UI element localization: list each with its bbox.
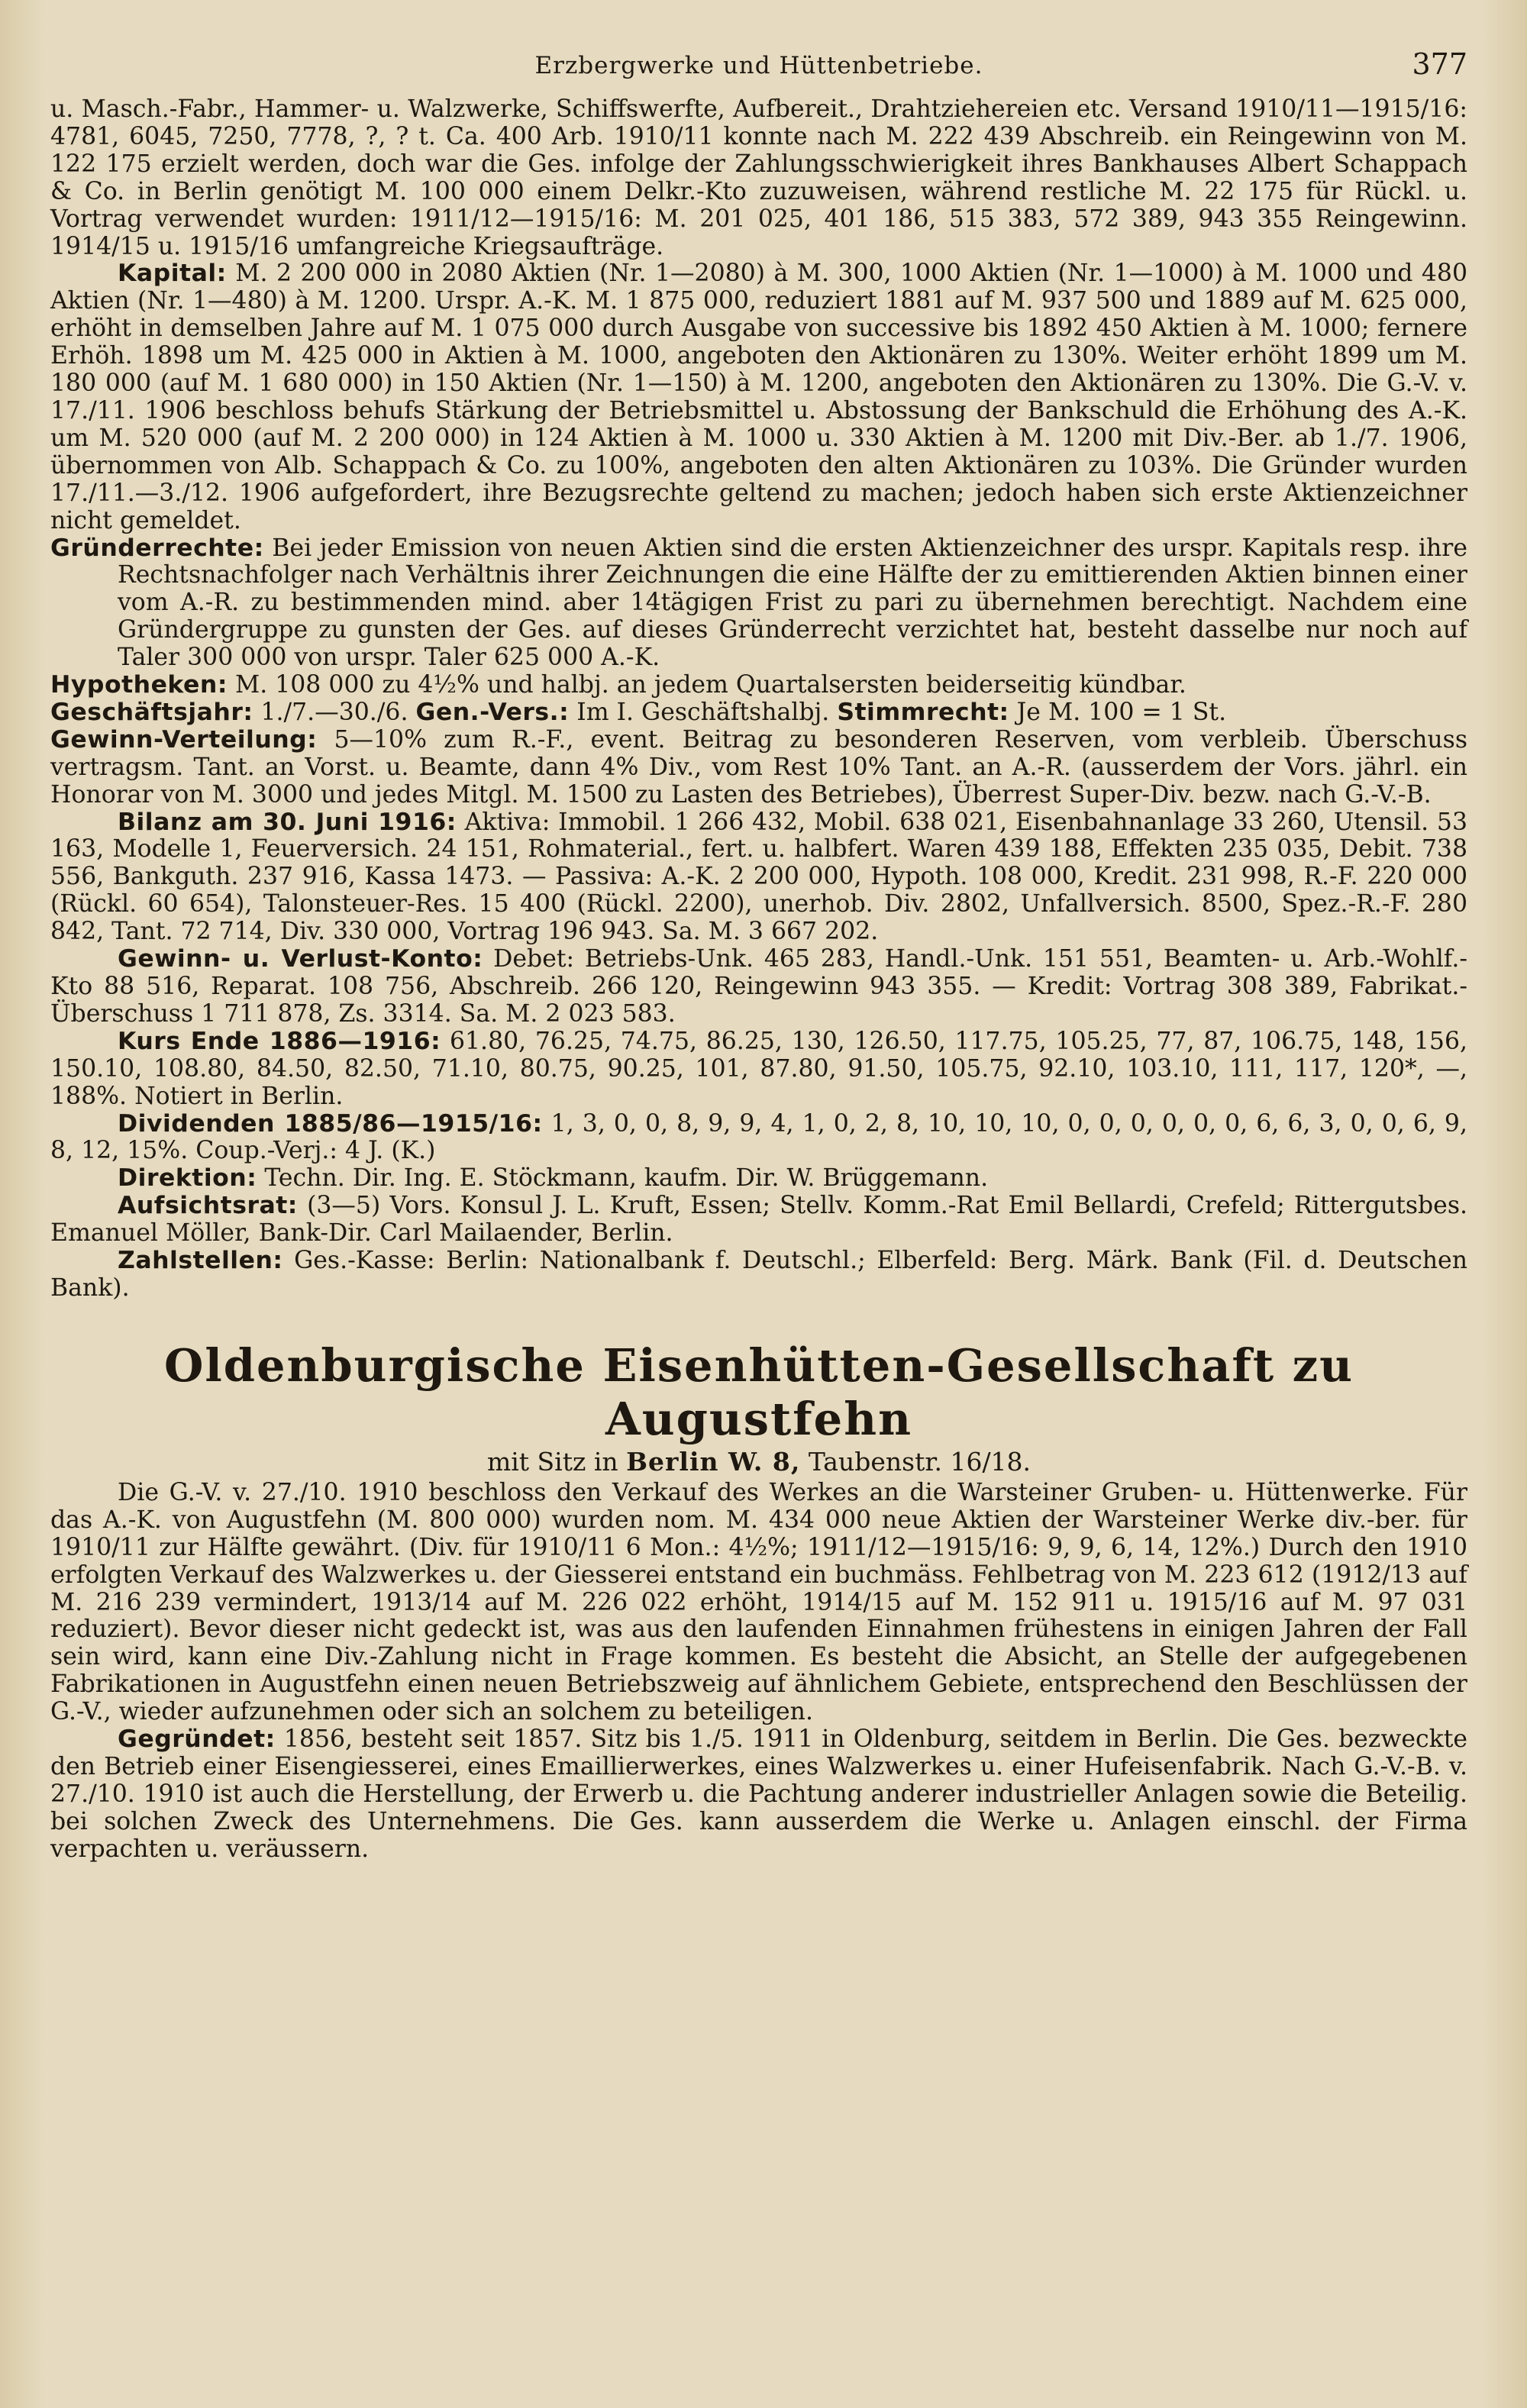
page-number: 377 (1412, 47, 1467, 81)
aufsichtsrat-label: Aufsichtsrat: (118, 1192, 298, 1220)
geschaeftsjahr-text: 1./7.—30./6. (260, 698, 408, 726)
dividenden-label: Dividenden 1885/86—1915/16: (118, 1109, 543, 1138)
dividenden-paragraph (50, 1111, 1467, 1166)
direktion-label: Direktion: (118, 1164, 257, 1193)
direktion-text: Techn. Dir. Ing. E. Stöckmann, kaufm. Dir. W. Brüggemann. (264, 1164, 989, 1193)
kurs-text: 61.80, 76.25, 74.75, 86.25, 130, 126.50, 117.75, 105.25, 77, 87, 106.75, 148, 156, 150.10, 108.80, 84.50, 82.50, 71.10, 80.75, 90.25, 101, 87.80, 91.50, 105.75, 92.10, 103.10, 111, 117, 120*, —, 188%. Notiert in Berlin. (50, 1027, 1468, 1110)
guv-text: Debet: Betriebs-Unk. 465 283, Handl.-Unk. 151 551, Beamten- u. Arb.-Wohlf.-Kto 88 516, Reparat. 108 756, Abschreib. 266 120, Reingewinn 943 355. — Kredit: Vortrag 308 389, Fabrikat.-Überschuss 1 711 878, Zs. 3314. Sa. M. 2 023 583. (50, 945, 1467, 1028)
section-warstein (50, 96, 1467, 1302)
genvers-label: Gen.-Vers.: (415, 698, 570, 726)
gegruendet-text: 1856, besteht seit 1857. Sitz bis 1./5. 1911 in Oldenburg, seitdem in Berlin. Die Ges. bezweckte den Betrieb einer Eisengiesserei, eines Emaillierwerkes, eines Walzwerkes u. einer Hufeisenfabrik. Nach G.-V.-B. v. 27./10. 1910 ist auch die Herstellung, der Erwerb u. die Pachtung anderer industrieller Anlagen sowie die Beteilig. bei solchen Zweck des Unternehmens. Die Ges. kann ausserdem die Werke u. Anlagen einschl. der Firma verpachten u. veräussern. (50, 1725, 1467, 1863)
seat-city: Berlin W. 8, (626, 1446, 801, 1477)
direktion-paragraph (50, 1165, 1467, 1193)
kapital-label: Kapital: (118, 260, 227, 288)
guv-label: Gewinn- u. Verlust-Konto: (118, 945, 483, 973)
augustfehn-intro: Die G.-V. v. 27./10. 1910 beschloss den Verkauf des Werkes an die Warsteiner Gruben- u. Hüttenwerke. Für das A.-K. von Augustfehn (M. 800 000) wurden nom. M. 434 000 neue Aktien der Warsteiner Werke div.-ber. für 1910/11 zur Hälfte gewährt. (Div. für 1910/11 6 Mon.: 4½%; 1911/12—1915/16: 9, 9, 6, 14, 12%.) Durch den 1910 erfolgten Verkauf des Walzwerkes u. der Giesserei entstand ein buchmäss. Fehlbetrag von M. 223 612 (1912/13 auf M. 216 239 vermindert, 1913/14 auf M. 226 022 erhöht, 1914/15 auf M. 152 911 u. 1915/16 auf M. 97 031 reduziert). Bevor dieser nicht gedeckt ist, was aus den laufenden Einnahmen frühestens in einigen Jahren der Fall sein wird, kann eine Div.-Zahlung nicht in Frage kommen. Es besteht die Absicht, an Stelle der aufgegebenen Fabrikationen in Augustfehn einen neuen Betriebszweig auf ähnlichem Gebiete, entsprechend den Beschlüssen der G.-V., wieder aufzunehmen oder sich an solchem zu beteiligen. (50, 1478, 1467, 1726)
gegruendet-paragraph (50, 1726, 1467, 1864)
geschaeftsjahr-label: Geschäftsjahr: (50, 698, 253, 726)
hypotheken-text: M. 108 000 zu 4½% und halbj. an jedem Quartalsersten beiderseitig kündbar. (234, 671, 1186, 699)
hypotheken-paragraph (50, 672, 1467, 699)
zahlstellen-paragraph (50, 1248, 1467, 1302)
aufsichtsrat-text: (3—5) Vors. Konsul J. L. Kruft, Essen; Stellv. Komm.-Rat Emil Bellardi, Crefeld; Rittergutsbes. Emanuel Möller, Bank-Dir. Carl Mailaender, Berlin. (50, 1192, 1467, 1248)
gewinn-text: 5—10% zum R.-F., event. Beitrag zu besonderen Reserven, vom verbleib. Überschuss vertragsm. Tant. an Vorst. u. Beamte, dann 4% Div., vom Rest 10% Tant. an A.-R. (ausserdem der Vors. jährl. ein Honorar von M. 3000 und jedes Mitgl. M. 1500 zu Lasten des Betriebes), Überrest Super-Div. bezw. nach G.-V.-B. (50, 725, 1468, 809)
running-title: Erzbergwerke und Hüttenbetriebe. (534, 52, 983, 79)
kurs-label: Kurs Ende 1886—1916: (118, 1027, 441, 1055)
gegruendet-label: Gegründet: (118, 1725, 276, 1754)
zahlstellen-text: Ges.-Kasse: Berlin: Nationalbank f. Deutschl.; Elberfeld: Berg. Märk. Bank (Fil. d. Deutschen Bank). (50, 1247, 1467, 1302)
genvers-text: Im I. Geschäftshalbj. (576, 698, 830, 726)
intro-paragraph: u. Masch.-Fabr., Hammer- u. Walzwerke, Schiffswerfte, Aufbereit., Drahtziehereien etc. Versand 1910/11—1915/16: 4781, 6045, 7250, 7778, ?, ? t. Ca. 400 Arb. 1910/11 konnte nach M. 222 439 Abschreib. ein Reingewinn von M. 122 175 erzielt werden, doch war die Ges. infolge der Zahlungsschwierigkeit ihres Bankhauses Albert Schappach & Co. in Berlin genötigt M. 100 000 einem Delkr.-Kto zuzuweisen, während restliche M. 22 175 für Rückl. u. Vortrag verwendet wurden: 1911/12—1915/16: M. 201 025, 401 186, 515 383, 572 389, 943 355 Reingewinn. 1914/15 u. 1915/16 umfangreiche Kriegsaufträge. (50, 95, 1467, 260)
company-seat (50, 1446, 1467, 1478)
dividenden-text: 1, 3, 0, 0, 8, 9, 9, 4, 1, 0, 2, 8, 10, 10, 10, 0, 0, 0, 0, 0, 0, 6, 6, 3, 0, 0, 6, 9, 8, 12, 15%. Coup.-Verj.: 4 J. (K.) (50, 1109, 1467, 1165)
stimmrecht-text: Je M. 100 = 1 St. (1016, 698, 1227, 726)
guv-paragraph (50, 946, 1467, 1028)
bilanz-paragraph (50, 809, 1467, 947)
seat-address: Taubenstr. 16/18. (808, 1446, 1031, 1477)
gewinn-paragraph (50, 727, 1467, 809)
gruenderrechte-text: Bei jeder Emission von neuen Aktien sind die ersten Aktienzeichner des urspr. Kapitals resp. ihre Rechtsnachfolger nach Verhältnis ihrer Zeichnungen die eine Hälfte der zu emittierenden Aktien binnen einer vom A.-R. zu bestimmenden mind. aber 14tägigen Frist zu pari zu übernehmen berechtigt. Nachdem eine Gründergruppe zu gunsten der Ges. auf dieses Gründerrecht verzichtet hat, besteht dasselbe nur noch auf Taler 300 000 von urspr. Taler 625 000 A.-K. (118, 534, 1467, 672)
stimmrecht-label: Stimmrecht: (837, 698, 1009, 726)
bilanz-text: Aktiva: Immobil. 1 266 432, Mobil. 638 021, Eisenbahnanlage 33 260, Utensil. 53 163, Modelle 1, Feuerversich. 24 151, Rohmaterial., fert. u. halbfert. Waren 439 188, Effekten 235 035, Debit. 738 556, Bankguth. 237 916, Kassa 1473. — Passiva: A.-K. 2 200 000, Hypoth. 108 000, Kredit. 231 998, R.-F. 220 000 (Rückl. 60 654), Talonsteuer-Res. 15 400 (Rückl. 2200), unerhob. Div. 2802, Unfallversich. 8500, Spez.-R.-F. 280 842, Tant. 72 714, Div. 330 000, Vortrag 196 943. Sa. M. 3 667 202. (50, 808, 1468, 946)
section-augustfehn (50, 1480, 1467, 1864)
kurs-paragraph (50, 1028, 1467, 1111)
gruenderrechte-paragraph (50, 535, 1467, 673)
kapital-paragraph (50, 260, 1467, 534)
company-title: Oldenburgische Eisenhütten-Gesellschaft zu Augustfehn (163, 1338, 1354, 1445)
gewinn-label: Gewinn-Verteilung: (50, 725, 318, 754)
running-head (50, 47, 1467, 96)
geschaeftsjahr-paragraph (50, 699, 1467, 727)
kapital-text: M. 2 200 000 in 2080 Aktien (Nr. 1—2080) à M. 300, 1000 Aktien (Nr. 1—1000) à M. 1000 und 480 Aktien (Nr. 1—480) à M. 1200. Urspr. A.-K. M. 1 875 000, reduziert 1881 auf M. 937 500 und 1889 auf M. 625 000, erhöht in demselben Jahre auf M. 1 075 000 durch Ausgabe von successive bis 1892 450 Aktien à M. 1000; fernere Erhöh. 1898 um M. 425 000 in Aktien à M. 1000, angeboten den Aktionären zu 130%. Weiter erhöht 1899 um M. 180 000 (auf M. 1 680 000) in 150 Aktien (Nr. 1—150) à M. 1200, angeboten den Aktionären zu 130%. Die G.-V. v. 17./11. 1906 beschloss behufs Stärkung der Betriebsmittel u. Abstossung der Bankschuld die Erhöhung des A.-K. um M. 520 000 (auf M. 2 200 000) in 124 Aktien à M. 1000 u. 330 Aktien à M. 1200 mit Div.-Ber. ab 1./7. 1906, übernommen von Alb. Schappach & Co. zu 100%, angeboten den alten Aktionären zu 103%. Die Gründer wurden 17./11.—3./12. 1906 aufgefordert, ihre Bezugsrechte geltend zu machen; jedoch haben sich erste Aktienzeichner nicht gemeldet. (50, 260, 1467, 534)
aufsichtsrat-paragraph (50, 1193, 1467, 1248)
gruenderrechte-label: Gründerrechte: (50, 534, 264, 562)
bilanz-label: Bilanz am 30. Juni 1916: (118, 808, 457, 836)
zahlstellen-label: Zahlstellen: (118, 1247, 283, 1275)
seat-prefix: mit Sitz in (486, 1446, 618, 1477)
hypotheken-label: Hypotheken: (50, 671, 228, 699)
